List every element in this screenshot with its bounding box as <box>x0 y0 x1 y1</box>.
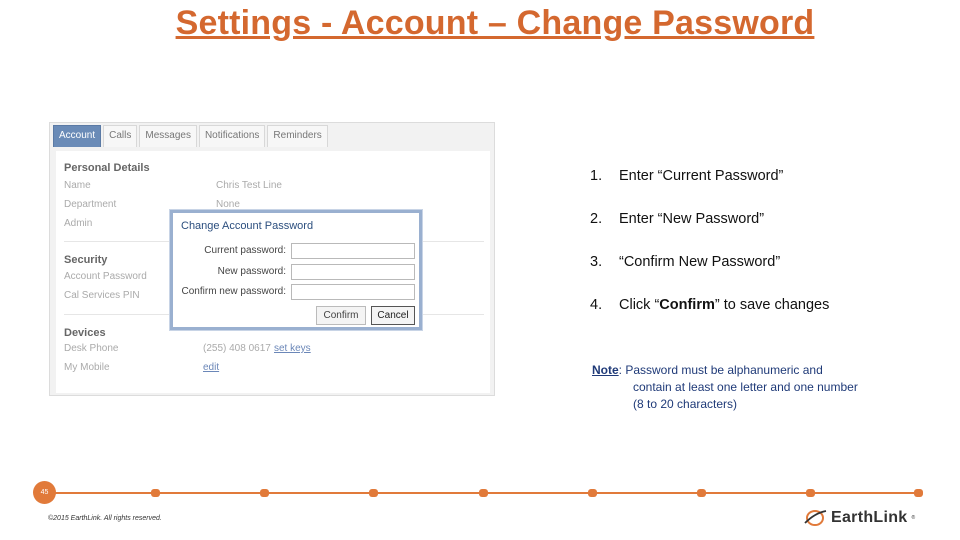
dialog-title: Change Account Password <box>181 220 314 232</box>
services-pin-label: Cal Services PIN <box>64 290 140 301</box>
tab-notifications[interactable]: Notifications <box>199 125 265 147</box>
step-text: “Confirm New Password” <box>619 254 781 270</box>
logo-wordmark: EarthLink <box>831 509 908 526</box>
current-password-label: Current password: <box>204 245 286 256</box>
desk-phone-label: Desk Phone <box>64 343 119 354</box>
note-line <box>592 362 858 379</box>
step-text: Enter “New Password” <box>619 211 765 227</box>
step-number: 1. <box>590 168 603 184</box>
step-number: 4. <box>590 297 603 313</box>
set-keys-link[interactable]: set keys <box>274 343 311 354</box>
edit-mobile-link[interactable]: edit <box>203 362 220 373</box>
new-password-field[interactable] <box>291 264 415 280</box>
copyright-text: ©2015 EarthLink. All rights reserved. <box>48 515 162 522</box>
account-password-label: Account Password <box>64 271 147 282</box>
timeline-dot <box>697 489 706 497</box>
settings-tabs <box>53 125 328 147</box>
step-text: Click “ <box>619 297 660 313</box>
change-password-dialog <box>170 210 422 330</box>
step-1 <box>590 168 783 184</box>
devices-heading: Devices <box>64 327 106 339</box>
name-value: Chris Test Line <box>216 180 282 191</box>
note-line: contain at least one letter and one number <box>633 380 858 394</box>
step-number: 3. <box>590 254 603 270</box>
step-3 <box>590 254 780 270</box>
note-text: : Password must be alphanumeric and <box>618 363 823 377</box>
step-emphasis: Confirm <box>659 297 715 313</box>
earthlink-logo <box>803 509 915 527</box>
earthlink-logo-icon <box>803 509 827 527</box>
cancel-button[interactable]: Cancel <box>371 306 415 325</box>
department-value: None <box>216 199 240 210</box>
step-number: 2. <box>590 211 603 227</box>
step-4 <box>590 297 829 313</box>
security-heading: Security <box>64 254 108 266</box>
name-label: Name <box>64 180 91 191</box>
current-password-field[interactable] <box>291 243 415 259</box>
logo-trademark: ® <box>911 515 916 521</box>
confirm-password-field[interactable] <box>291 284 415 300</box>
tab-reminders[interactable]: Reminders <box>267 125 327 147</box>
timeline-dot <box>369 489 378 497</box>
timeline-dot <box>260 489 269 497</box>
tab-account[interactable]: Account <box>53 125 101 147</box>
department-label: Department <box>64 199 117 210</box>
slide-title: Settings - Account – Change Password <box>175 4 815 42</box>
timeline-dot <box>806 489 815 497</box>
timeline-dot <box>479 489 488 497</box>
personal-details-heading: Personal Details <box>64 162 150 174</box>
desk-phone-value: (255) 408 0617 <box>203 343 271 354</box>
timeline-dot <box>151 489 160 497</box>
timeline-dot <box>914 489 923 497</box>
timeline-dot <box>588 489 597 497</box>
my-mobile-label: My Mobile <box>64 362 110 373</box>
note-label: Note <box>592 363 619 377</box>
new-password-label: New password: <box>217 266 286 277</box>
tab-calls[interactable]: Calls <box>103 125 137 147</box>
step-text: Enter “Current Password” <box>619 168 784 184</box>
page-number-badge: 45 <box>33 481 56 504</box>
password-note <box>592 362 858 413</box>
step-2 <box>590 211 764 227</box>
step-text: ” to save changes <box>714 297 830 313</box>
confirm-password-label: Confirm new password: <box>181 286 286 297</box>
confirm-button[interactable]: Confirm <box>316 306 366 325</box>
note-line: (8 to 20 characters) <box>633 397 738 411</box>
admin-label: Admin <box>64 218 93 229</box>
tab-messages[interactable]: Messages <box>139 125 197 147</box>
